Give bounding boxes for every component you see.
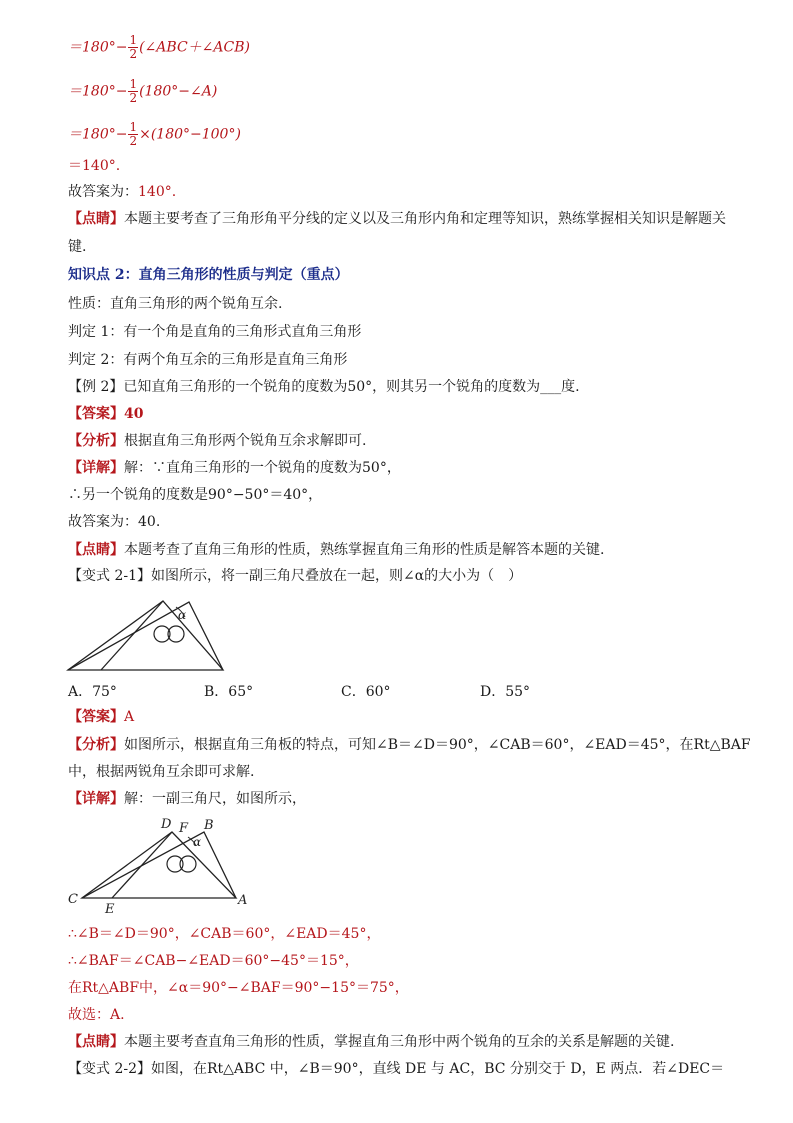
judge-2-text: 判定 2：有两个角互余的三角形是直角三角形 [68,352,348,368]
example-2-analysis: 【分析】根据直角三角形两个锐角互余求解即可. [68,433,367,449]
variant-2-1-answer: 【答案】A [68,709,135,725]
example-2-comment: 【点睛】本题考查了直角三角形的性质，熟练掌握直角三角形的性质是解答本题的关键. [68,542,605,558]
step-3: 在Rt△ABF中，∠α＝90°−∠BAF＝90°−15°＝75°， [68,980,409,996]
calc-prefix: ＝180°− [68,83,128,100]
example-2-answer: 【答案】40 [68,406,144,422]
label-d: D [161,817,172,832]
fraction: $\frac{1}{2}$ [129,33,138,61]
variant-2-1-analysis-cont: 中，根据两锐角互余即可求解. [68,764,255,780]
alpha-label: α [178,608,187,622]
calc-prefix: ＝180°− [68,39,128,56]
example-2-step: ∴另一个锐角的度数是90°−50°＝40°， [68,487,323,503]
variant-2-1-comment: 【点睛】本题主要考查直角三角形的性质，掌握直角三角形中两个锐角的互余的关系是解题的关键. [68,1034,675,1050]
label-alpha: α [193,835,202,849]
variant-2-1-analysis: 【分析】如图所示，根据直角三角板的特点，可知∠B＝∠D＝90°，∠CAB＝60°，∠EAD＝45°，在Rt△BAF [68,737,751,753]
fraction: $\frac{1}{2}$ [129,120,138,148]
label-c: C [68,892,78,907]
triangle-figure-1 [66,598,228,674]
example-2-result: 故答案为：40. [68,514,161,530]
label-b: B [204,818,214,833]
calc-expr: (180°−∠A) [139,83,218,100]
variant-2-2-question: 【变式 2-2】如图，在Rt△ABC 中，∠B＝90°，直线 DE 与 AC，BC 分别交于 D，E 两点．若∠DEC＝ [68,1061,725,1077]
option-d: D．55° [480,684,531,700]
example-2-detail: 【详解】解：∵直角三角形的一个锐角的度数为50°， [68,460,401,476]
comment-1: 【点睛】本题主要考查了三角形角平分线的定义以及三角形内角和定理等知识，熟练掌握相关知识是解题关 [68,211,726,227]
label-f: F [179,821,189,836]
calc-line-4: ＝140°. [68,158,121,174]
step-4: 故选：A. [68,1007,125,1023]
comment-tag: 【点睛】 [68,211,124,227]
label-a: A [238,893,248,908]
option-b: B．65° [204,684,254,700]
calc-line-3 [68,121,241,148]
option-c: C．60° [341,684,391,700]
section-heading: 知识点 2：直角三角形的性质与判定（重点） [68,267,349,283]
variant-2-1-question: 【变式 2-1】如图所示，将一副三角尺叠放在一起，则∠α的大小为（ ） [68,568,523,584]
fraction: $\frac{1}{2}$ [129,77,138,105]
calc-expr: (∠ABC＋∠ACB) [139,39,250,56]
step-1: ∴∠B＝∠D＝90°，∠CAB＝60°，∠EAD＝45°， [68,926,381,942]
calc-line-1 [68,34,250,61]
judge-1-text: 判定 1：有一个角是直角的三角形式直角三角形 [68,324,362,340]
label-e: E [105,902,115,916]
step-2: ∴∠BAF＝∠CAB−∠EAD＝60°−45°＝15°， [68,953,359,969]
calc-line-2 [68,78,217,105]
answer-line: 故答案为：140°. [68,184,177,200]
variant-2-1-detail: 【详解】解：一副三角尺，如图所示， [68,791,306,807]
comment-1-cont: 键. [68,239,87,255]
property-text: 性质：直角三角形的两个锐角互余. [68,296,283,312]
option-a: A．75° [68,684,117,700]
example-2-question: 【例 2】已知直角三角形的一个锐角的度数为50°，则其另一个锐角的度数为___度. [68,379,580,395]
calc-expr: ×(180°−100°) [139,126,241,143]
calc-prefix: ＝180°− [68,126,128,143]
triangle-figure-2 [62,812,260,916]
